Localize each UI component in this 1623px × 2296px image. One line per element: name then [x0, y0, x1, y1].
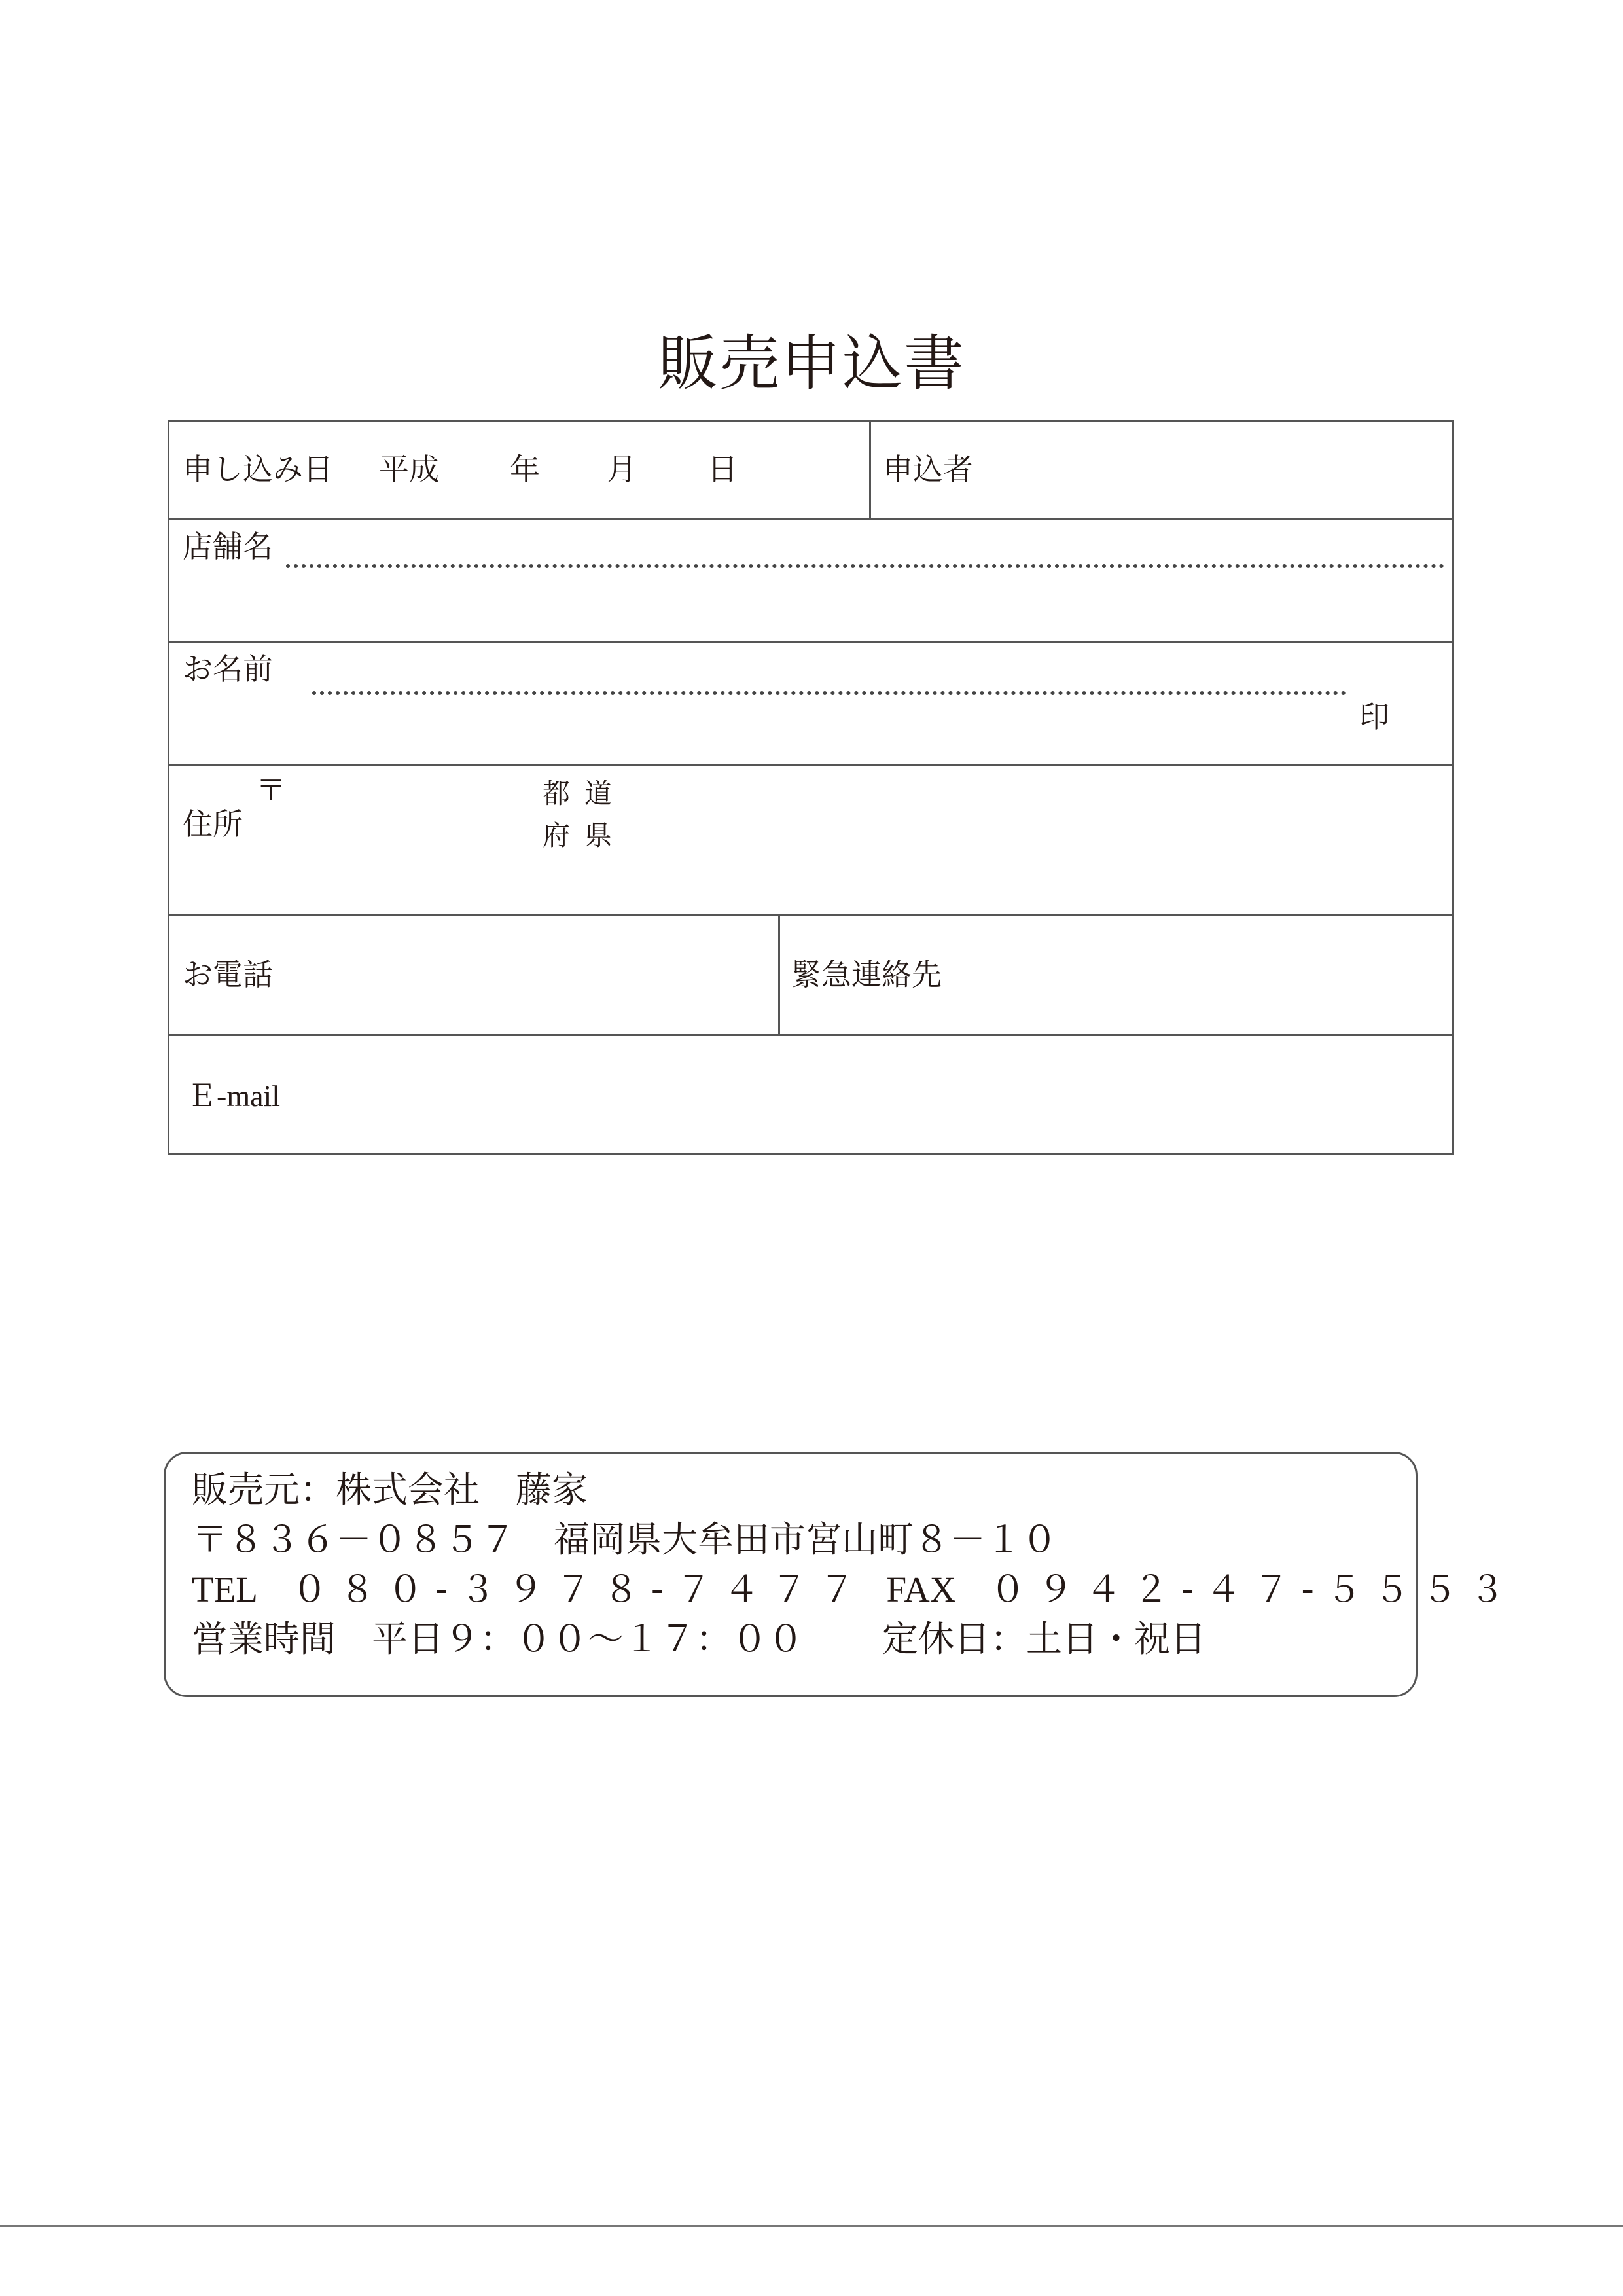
- name-field[interactable]: [312, 691, 1346, 695]
- business-hours: 営業時間 平日９：００～１７：００: [192, 1618, 804, 1660]
- prefecture-do: 道: [584, 778, 613, 810]
- seller-address-line: [192, 1518, 1058, 1560]
- day-label: 日: [707, 452, 738, 487]
- row-divider: [169, 1034, 1452, 1036]
- column-divider: [778, 914, 780, 1034]
- name-label: お名前: [183, 651, 273, 687]
- store-name-field[interactable]: [286, 564, 1444, 568]
- email-label: Ｅ-mail: [187, 1079, 281, 1113]
- emergency-contact-label: 緊急連絡先: [791, 957, 942, 992]
- prefecture-fu: 府: [543, 819, 571, 852]
- era-label: 平成: [379, 452, 439, 487]
- application-date-label: 申し込み日: [183, 452, 333, 487]
- application-form-table: [168, 420, 1454, 1155]
- applicant-label: 申込者: [883, 452, 973, 487]
- row-divider: [169, 518, 1452, 520]
- seller-info-box: [164, 1452, 1518, 1697]
- store-name-label: 店舗名: [183, 529, 273, 564]
- row-divider: [169, 641, 1452, 643]
- bottom-rule: [0, 2225, 1623, 2227]
- fax-label: FAX: [886, 1570, 956, 1609]
- closed-days: 定休日：土日・祝日: [882, 1618, 1207, 1660]
- column-divider: [869, 422, 871, 518]
- seller-contact-line: [192, 1568, 1518, 1610]
- tel-number: ０８０-３９７８-７４７７: [291, 1568, 867, 1610]
- year-label: 年: [510, 452, 540, 487]
- prefecture-ken: 県: [584, 819, 613, 852]
- page-title: 販売申込書: [657, 329, 965, 399]
- postal-mark: 〒: [256, 772, 286, 808]
- tel-label: TEL: [192, 1570, 258, 1609]
- seller-hours-line: [192, 1618, 1207, 1660]
- seller-address: 福岡県大牟田市宮山町８－１０: [554, 1518, 1058, 1560]
- phone-label: お電話: [183, 957, 273, 992]
- seal-mark: 印: [1359, 699, 1389, 734]
- row-divider: [169, 914, 1452, 916]
- fax-number: ０９４２-４７-５５５３: [990, 1568, 1518, 1610]
- seller-name: 販売元：株式会社 藤家: [192, 1469, 588, 1511]
- address-label: 住所: [183, 806, 243, 842]
- seller-postal-code: 〒８３６－０８５７: [192, 1518, 516, 1560]
- row-divider: [169, 764, 1452, 766]
- month-label: 月: [607, 452, 637, 487]
- prefecture-to: 都: [543, 778, 571, 810]
